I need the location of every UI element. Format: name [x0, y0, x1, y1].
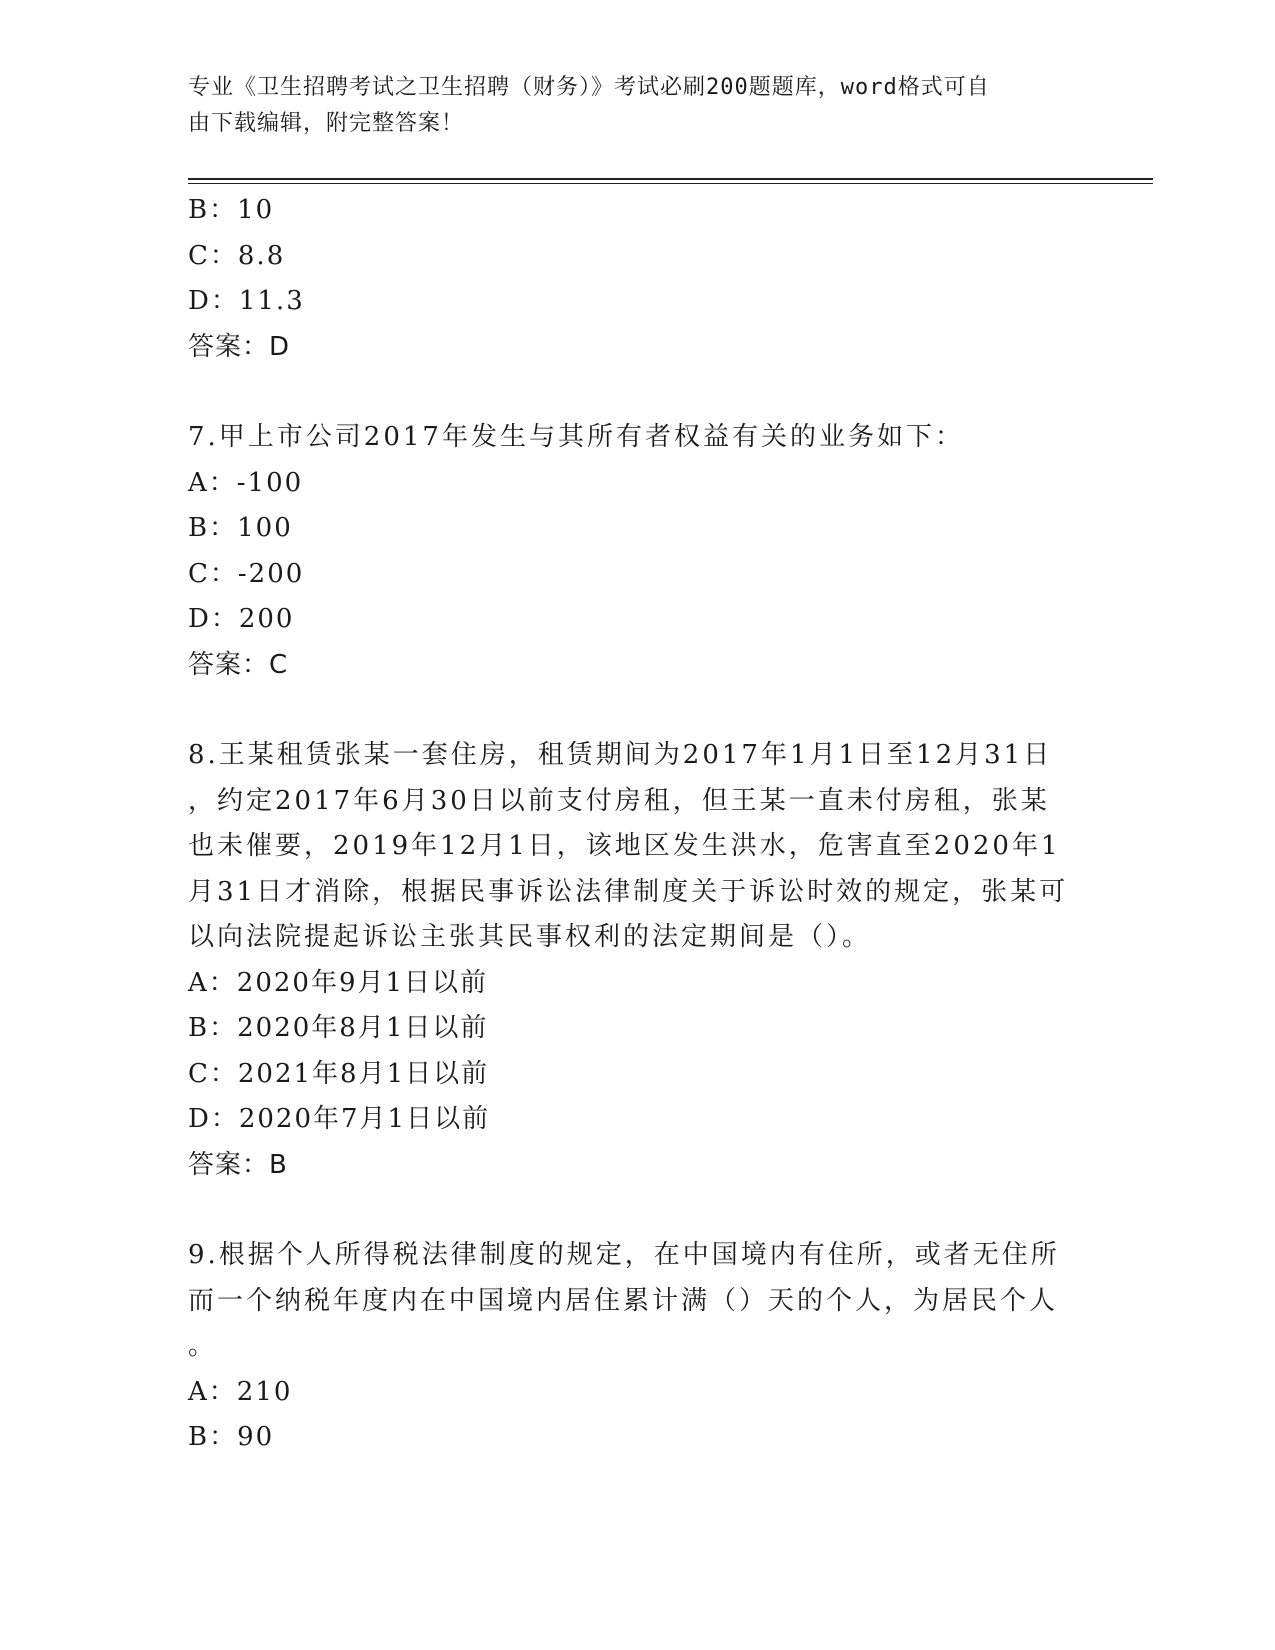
option-b: B：100 [188, 513, 293, 543]
option-c: C：8.8 [188, 240, 286, 271]
header-title-line-2: 由下载编辑，附完整答案！ [188, 111, 465, 136]
document-header [188, 70, 1068, 142]
header-rule-thin [188, 183, 1153, 184]
option-a: A：-100 [188, 467, 304, 498]
option-b: B：90 [188, 1422, 275, 1452]
question-8 [188, 733, 1078, 1188]
question-9 [188, 1233, 1078, 1461]
answer-line: 答案：D [188, 331, 291, 362]
spacer [188, 370, 1078, 415]
question-stem-line: 9.根据个人所得税法律制度的规定，在中国境内有住所，或者无住所 [188, 1240, 1060, 1270]
question-stem-line: 也未催要，2019年12月1日，该地区发生洪水，危害直至2020年1 [188, 831, 1061, 861]
option-c: C：-200 [188, 558, 305, 589]
question-content [188, 188, 1078, 1461]
question-6-tail [188, 188, 1078, 370]
question-stem-line: 月31日才消除，根据民事诉讼法律制度关于诉讼时效的规定，张某可 [188, 876, 1069, 907]
answer-line: 答案：C [188, 649, 289, 680]
header-title-line-1: 专业《卫生招聘考试之卫生招聘（财务）》考试必刷200题题库，word格式可自 [188, 75, 990, 100]
option-b: B：10 [188, 195, 275, 225]
question-stem: 7.甲上市公司2017年发生与其所有者权益有关的业务如下： [188, 422, 964, 452]
option-a: A：210 [188, 1376, 293, 1407]
spacer [188, 1188, 1078, 1233]
option-d: D：200 [188, 604, 295, 634]
option-c: C：2021年8月1日以前 [188, 1058, 490, 1089]
option-b: B：2020年8月1日以前 [188, 1013, 489, 1043]
question-stem-line: 以向法院提起诉讼主张其民事权利的法定期间是（）。 [188, 922, 872, 952]
option-a: A：2020年9月1日以前 [188, 967, 489, 998]
question-stem-line: ，约定2017年6月30日以前支付房租，但王某一直未付房租，张某 [188, 785, 1050, 816]
option-d: D：2020年7月1日以前 [188, 1104, 491, 1134]
question-stem-line: 。 [188, 1331, 218, 1361]
header-rule-thick [188, 178, 1153, 180]
question-stem-line: 8.王某租赁张某一套住房，租赁期间为2017年1月1日至12月31日 [188, 740, 1053, 770]
answer-line: 答案：B [188, 1149, 288, 1180]
option-d: D：11.3 [188, 286, 305, 316]
question-stem-line: 而一个纳税年度内在中国境内居住累计满（）天的个人，为居民个人 [188, 1285, 1059, 1316]
question-7 [188, 415, 1078, 688]
spacer [188, 688, 1078, 733]
